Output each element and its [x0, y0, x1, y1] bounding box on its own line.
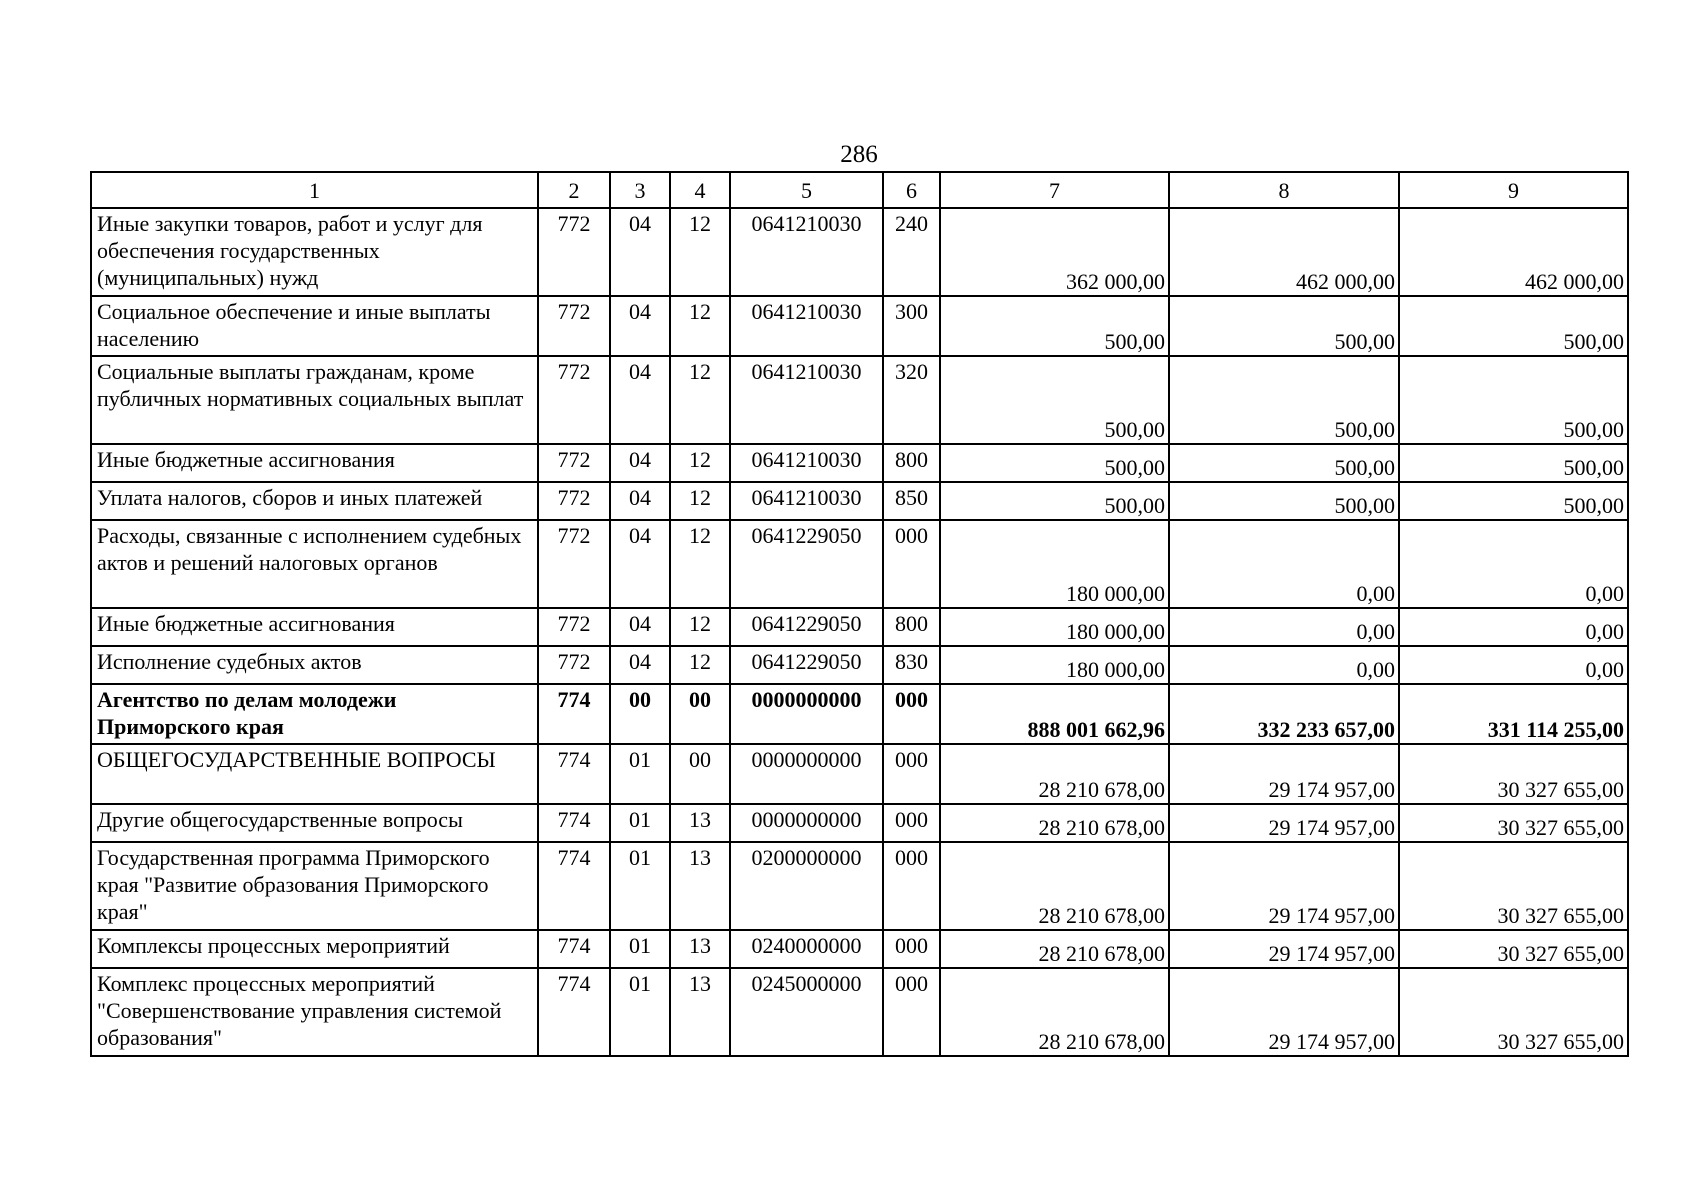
column-header: 7 [940, 172, 1169, 208]
table-row [91, 646, 1628, 684]
cell-ministry: 774 [538, 744, 610, 804]
cell-subsection: 12 [670, 608, 730, 646]
cell-ministry: 772 [538, 356, 610, 444]
row-name: Государственная программа Приморского края "Развитие образования Приморского края" [91, 842, 538, 930]
cell-amount-2: 29 174 957,00 [1169, 744, 1399, 804]
cell-amount-3: 500,00 [1399, 356, 1628, 444]
table-row [91, 356, 1628, 444]
cell-subsection: 00 [670, 684, 730, 744]
row-name: ОБЩЕГОСУДАРСТВЕННЫЕ ВОПРОСЫ [91, 744, 538, 804]
table-row [91, 444, 1628, 482]
cell-amount-2: 332 233 657,00 [1169, 684, 1399, 744]
cell-amount-2: 500,00 [1169, 444, 1399, 482]
cell-ministry: 774 [538, 930, 610, 968]
row-name: Комплекс процессных мероприятий "Совершенствование управления системой образования" [91, 968, 538, 1056]
cell-amount-1: 500,00 [940, 444, 1169, 482]
cell-section: 04 [610, 520, 670, 608]
cell-target-article: 0000000000 [730, 684, 883, 744]
cell-expense-type: 850 [883, 482, 940, 520]
cell-expense-type: 000 [883, 684, 940, 744]
cell-amount-3: 30 327 655,00 [1399, 842, 1628, 930]
cell-amount-1: 28 210 678,00 [940, 930, 1169, 968]
column-header: 4 [670, 172, 730, 208]
cell-subsection: 12 [670, 646, 730, 684]
cell-ministry: 774 [538, 968, 610, 1056]
cell-section: 04 [610, 208, 670, 296]
cell-amount-3: 30 327 655,00 [1399, 804, 1628, 842]
cell-amount-2: 0,00 [1169, 608, 1399, 646]
cell-amount-3: 500,00 [1399, 444, 1628, 482]
cell-target-article: 0641229050 [730, 646, 883, 684]
cell-subsection: 12 [670, 296, 730, 356]
budget-table [90, 171, 1629, 1057]
cell-ministry: 772 [538, 444, 610, 482]
cell-amount-3: 30 327 655,00 [1399, 744, 1628, 804]
table-row-agency [91, 684, 1628, 744]
cell-subsection: 12 [670, 356, 730, 444]
cell-section: 01 [610, 744, 670, 804]
cell-amount-2: 29 174 957,00 [1169, 804, 1399, 842]
cell-amount-1: 500,00 [940, 482, 1169, 520]
cell-amount-1: 180 000,00 [940, 608, 1169, 646]
cell-ministry: 774 [538, 804, 610, 842]
cell-target-article: 0641210030 [730, 208, 883, 296]
cell-amount-3: 331 114 255,00 [1399, 684, 1628, 744]
row-name: Социальные выплаты гражданам, кроме публичных нормативных социальных выплат [91, 356, 538, 444]
cell-subsection: 12 [670, 208, 730, 296]
row-name: Агентство по делам молодежи Приморского края [91, 684, 538, 744]
cell-amount-2: 462 000,00 [1169, 208, 1399, 296]
cell-amount-2: 29 174 957,00 [1169, 968, 1399, 1056]
cell-section: 04 [610, 482, 670, 520]
cell-section: 04 [610, 444, 670, 482]
table-row [91, 968, 1628, 1056]
cell-amount-2: 500,00 [1169, 296, 1399, 356]
row-name: Комплексы процессных мероприятий [91, 930, 538, 968]
row-name: Социальное обеспечение и иные выплаты населению [91, 296, 538, 356]
cell-expense-type: 000 [883, 968, 940, 1056]
cell-target-article: 0200000000 [730, 842, 883, 930]
row-name: Иные бюджетные ассигнования [91, 444, 538, 482]
table-row [91, 296, 1628, 356]
cell-ministry: 772 [538, 520, 610, 608]
cell-expense-type: 000 [883, 520, 940, 608]
cell-expense-type: 000 [883, 842, 940, 930]
cell-amount-1: 362 000,00 [940, 208, 1169, 296]
row-name: Иные бюджетные ассигнования [91, 608, 538, 646]
page-number: 286 [840, 141, 878, 168]
cell-section: 04 [610, 608, 670, 646]
cell-ministry: 772 [538, 646, 610, 684]
cell-subsection: 00 [670, 744, 730, 804]
cell-target-article: 0000000000 [730, 744, 883, 804]
row-name: Другие общегосударственные вопросы [91, 804, 538, 842]
cell-expense-type: 000 [883, 930, 940, 968]
cell-subsection: 13 [670, 842, 730, 930]
cell-amount-1: 500,00 [940, 296, 1169, 356]
row-name: Расходы, связанные с исполнением судебных актов и решений налоговых органов [91, 520, 538, 608]
cell-ministry: 772 [538, 608, 610, 646]
cell-expense-type: 000 [883, 744, 940, 804]
row-name: Уплата налогов, сборов и иных платежей [91, 482, 538, 520]
cell-target-article: 0000000000 [730, 804, 883, 842]
cell-target-article: 0641229050 [730, 608, 883, 646]
cell-target-article: 0240000000 [730, 930, 883, 968]
cell-subsection: 13 [670, 804, 730, 842]
column-header: 3 [610, 172, 670, 208]
cell-amount-2: 29 174 957,00 [1169, 930, 1399, 968]
cell-expense-type: 800 [883, 444, 940, 482]
cell-expense-type: 000 [883, 804, 940, 842]
cell-expense-type: 240 [883, 208, 940, 296]
cell-ministry: 772 [538, 208, 610, 296]
cell-amount-1: 28 210 678,00 [940, 744, 1169, 804]
cell-amount-2: 500,00 [1169, 482, 1399, 520]
cell-amount-3: 0,00 [1399, 608, 1628, 646]
column-header: 2 [538, 172, 610, 208]
table-row [91, 520, 1628, 608]
cell-amount-1: 500,00 [940, 356, 1169, 444]
cell-amount-1: 180 000,00 [940, 646, 1169, 684]
cell-amount-1: 180 000,00 [940, 520, 1169, 608]
cell-amount-3: 0,00 [1399, 520, 1628, 608]
cell-amount-2: 0,00 [1169, 646, 1399, 684]
cell-section: 01 [610, 930, 670, 968]
cell-section: 04 [610, 296, 670, 356]
cell-subsection: 12 [670, 482, 730, 520]
cell-amount-1: 28 210 678,00 [940, 968, 1169, 1056]
cell-amount-3: 0,00 [1399, 646, 1628, 684]
cell-amount-3: 30 327 655,00 [1399, 968, 1628, 1056]
cell-target-article: 0641210030 [730, 296, 883, 356]
cell-section: 01 [610, 968, 670, 1056]
cell-target-article: 0245000000 [730, 968, 883, 1056]
cell-amount-2: 0,00 [1169, 520, 1399, 608]
cell-amount-2: 29 174 957,00 [1169, 842, 1399, 930]
cell-ministry: 772 [538, 482, 610, 520]
column-header: 6 [883, 172, 940, 208]
cell-subsection: 12 [670, 444, 730, 482]
cell-target-article: 0641229050 [730, 520, 883, 608]
cell-subsection: 13 [670, 930, 730, 968]
table-row [91, 842, 1628, 930]
cell-amount-1: 28 210 678,00 [940, 842, 1169, 930]
table-row [91, 744, 1628, 804]
column-header: 1 [91, 172, 538, 208]
cell-ministry: 772 [538, 296, 610, 356]
table-row [91, 208, 1628, 296]
column-header: 5 [730, 172, 883, 208]
cell-expense-type: 830 [883, 646, 940, 684]
cell-section: 04 [610, 356, 670, 444]
cell-target-article: 0641210030 [730, 356, 883, 444]
column-header: 9 [1399, 172, 1628, 208]
cell-amount-3: 30 327 655,00 [1399, 930, 1628, 968]
row-name: Исполнение судебных актов [91, 646, 538, 684]
table-row [91, 482, 1628, 520]
cell-amount-1: 888 001 662,96 [940, 684, 1169, 744]
cell-expense-type: 300 [883, 296, 940, 356]
cell-ministry: 774 [538, 684, 610, 744]
table-row [91, 608, 1628, 646]
cell-amount-3: 500,00 [1399, 482, 1628, 520]
row-name: Иные закупки товаров, работ и услуг для обеспечения государственных (муниципальных) нужд [91, 208, 538, 296]
cell-target-article: 0641210030 [730, 444, 883, 482]
cell-amount-2: 500,00 [1169, 356, 1399, 444]
cell-expense-type: 320 [883, 356, 940, 444]
table-header-row [91, 172, 1628, 208]
cell-expense-type: 800 [883, 608, 940, 646]
cell-section: 01 [610, 804, 670, 842]
table-row [91, 804, 1628, 842]
cell-amount-1: 28 210 678,00 [940, 804, 1169, 842]
cell-subsection: 12 [670, 520, 730, 608]
cell-section: 04 [610, 646, 670, 684]
cell-subsection: 13 [670, 968, 730, 1056]
cell-section: 01 [610, 842, 670, 930]
cell-amount-3: 500,00 [1399, 296, 1628, 356]
column-header: 8 [1169, 172, 1399, 208]
cell-section: 00 [610, 684, 670, 744]
cell-target-article: 0641210030 [730, 482, 883, 520]
cell-ministry: 774 [538, 842, 610, 930]
cell-amount-3: 462 000,00 [1399, 208, 1628, 296]
table-row [91, 930, 1628, 968]
